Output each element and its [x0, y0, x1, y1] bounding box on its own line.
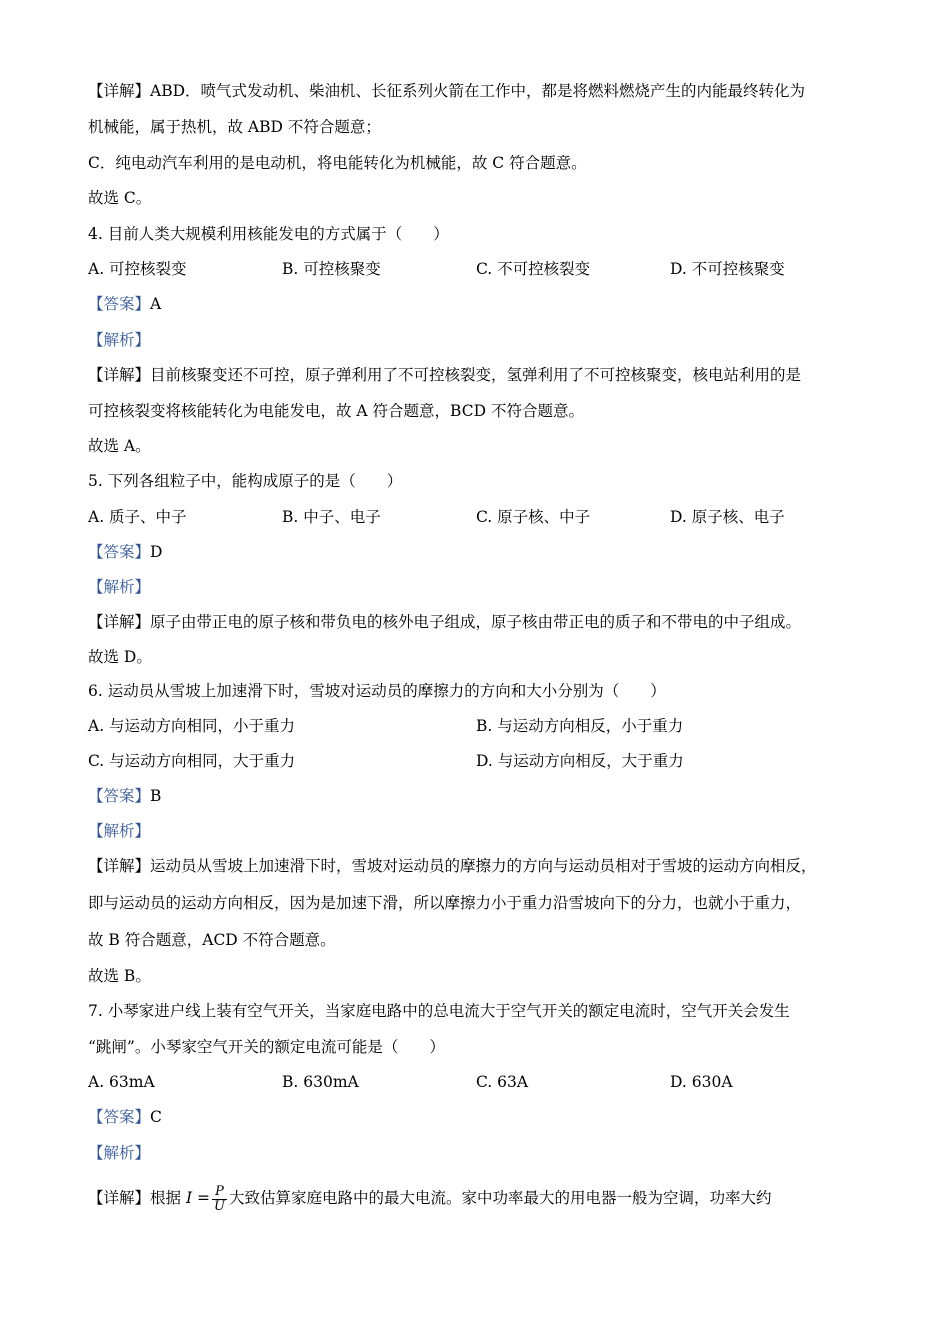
q6-question: 6. 运动员从雪坡上加速滑下时，雪坡对运动员的摩擦力的方向和大小分别为（ ） [88, 682, 666, 700]
answer-tag: 【答案】 [88, 1108, 151, 1126]
q7-option-b: B. 630mA [282, 1073, 359, 1091]
q6-option-b: B. 与运动方向相反，小于重力 [476, 717, 684, 735]
q4-option-c: C. 不可控核裂变 [476, 260, 591, 278]
q4-option-b: B. 可控核聚变 [282, 260, 381, 278]
q7-question-line-2: “跳闸”。小琴家空气开关的额定电流可能是（ ） [88, 1038, 445, 1056]
q7-detail-line-1: 【详解】根据 I = $\frac{P}{U}$ 大致估算家庭电路中的最大电流。家中功率最大的用电器一般为空调，功率大约 [88, 1183, 772, 1214]
q6-option-c: C. 与运动方向相同，大于重力 [88, 752, 296, 770]
q5-analysis-tag: 【解析】 [88, 578, 151, 596]
answer-tag: 【答案】 [88, 295, 151, 313]
formula-lhs: I = [185, 1189, 211, 1207]
answer-tag: 【答案】 [88, 543, 151, 561]
q4-answer: 【答案】A [88, 295, 162, 313]
q5-detail-line-1: 【详解】原子由带正电的原子核和带负电的核外电子组成，原子核由带正电的质子和不带电的中子组成。 [88, 613, 802, 631]
q5-option-a: A. 质子、中子 [88, 508, 187, 526]
q7-option-c: C. 63A [476, 1073, 529, 1091]
q6-detail-line-2: 即与运动员的运动方向相反，因为是加速下滑，所以摩擦力小于重力沿雪坡向下的分力，也就小于重力， [88, 894, 802, 912]
q6-detail-line-3: 故 B 符合题意，ACD 不符合题意。 [88, 931, 336, 949]
detail-tag: 【详解】 [88, 82, 151, 100]
q4-detail-line-1: 【详解】目前核聚变还不可控，原子弹利用了不可控核裂变，氢弹利用了不可控核聚变，核电站利用的是 [88, 366, 802, 384]
q5-choose: 故选 D。 [88, 648, 152, 666]
q7-question-line-1: 7. 小琴家进户线上装有空气开关，当家庭电路中的总电流大于空气开关的额定电流时，空气开关会发生 [88, 1002, 790, 1020]
q7-answer: 【答案】C [88, 1108, 162, 1126]
q6-detail-line-1: 【详解】运动员从雪坡上加速滑下时，雪坡对运动员的摩擦力的方向与运动员相对于雪坡的运动方向相反， [88, 857, 817, 875]
q7-option-d: D. 630A [670, 1073, 733, 1091]
q5-option-d: D. 原子核、电子 [670, 508, 785, 526]
q6-choose: 故选 B。 [88, 967, 151, 985]
q4-option-a: A. 可控核裂变 [88, 260, 187, 278]
q7-option-a: A. 63mA [88, 1073, 155, 1091]
formula-denominator: U [214, 1198, 225, 1214]
q6-answer: 【答案】B [88, 787, 162, 805]
q5-question: 5. 下列各组粒子中，能构成原子的是（ ） [88, 472, 403, 490]
q7-analysis-tag: 【解析】 [88, 1144, 151, 1162]
q3-choose: 故选 C。 [88, 189, 152, 207]
q5-answer: 【答案】D [88, 543, 163, 561]
q3-detail-line-3: C．纯电动汽车利用的是电动机，将电能转化为机械能，故 C 符合题意。 [88, 154, 587, 172]
q4-analysis-tag: 【解析】 [88, 331, 151, 349]
q6-analysis-tag: 【解析】 [88, 822, 151, 840]
q6-option-a: A. 与运动方向相同，小于重力 [88, 717, 296, 735]
q5-option-b: B. 中子、电子 [282, 508, 381, 526]
formula-fraction [212, 1185, 227, 1214]
q4-detail-line-2: 可控核裂变将核能转化为电能发电，故 A 符合题意，BCD 不符合题意。 [88, 402, 584, 420]
q4-question: 4. 目前人类大规模利用核能发电的方式属于（ ） [88, 225, 449, 243]
q3-detail-line-2: 机械能，属于热机，故 ABD 不符合题意； [88, 118, 381, 136]
answer-tag: 【答案】 [88, 787, 151, 805]
q6-option-d: D. 与运动方向相反，大于重力 [476, 752, 684, 770]
formula-numerator: P [212, 1185, 227, 1200]
q5-option-c: C. 原子核、中子 [476, 508, 591, 526]
q4-option-d: D. 不可控核聚变 [670, 260, 785, 278]
q4-choose: 故选 A。 [88, 437, 151, 455]
q3-detail-line-1: 【详解】ABD．喷气式发动机、柴油机、长征系列火箭在工作中，都是将燃料燃烧产生的内能最终转化为 [88, 82, 806, 100]
